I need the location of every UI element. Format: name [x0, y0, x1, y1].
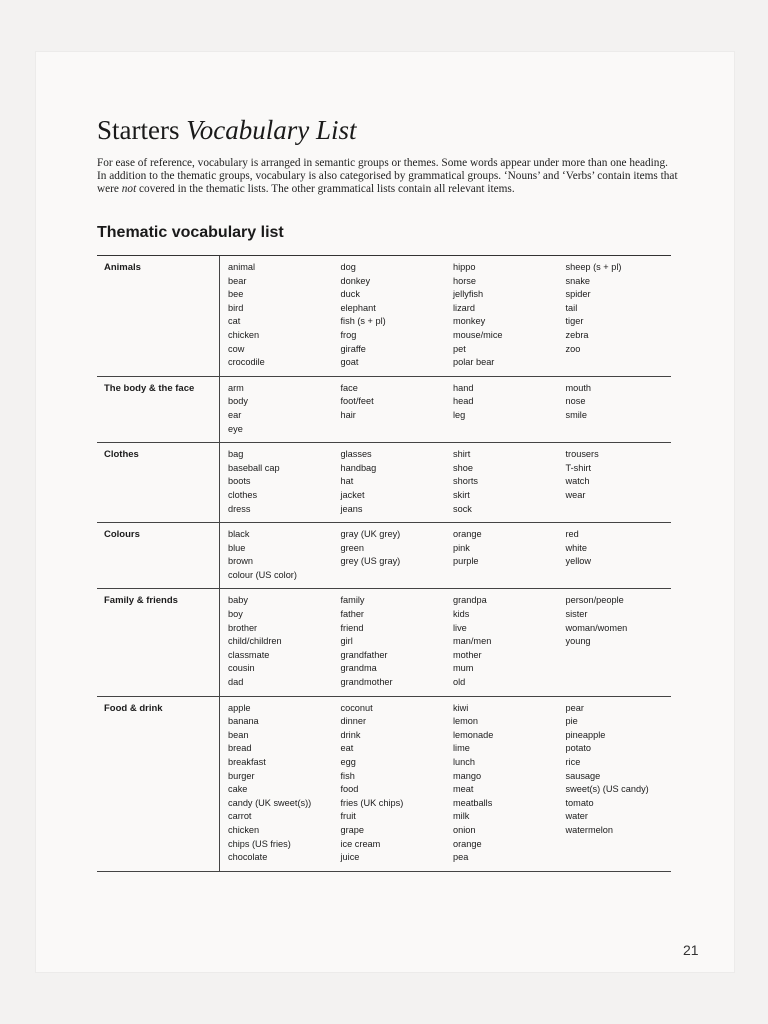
word-column [453, 382, 566, 436]
vocab-word: pink [453, 542, 470, 553]
vocabulary-table [97, 255, 671, 872]
vocab-group [97, 256, 671, 377]
section-heading: Thematic vocabulary list [97, 224, 284, 241]
vocab-word: yellow [565, 556, 592, 567]
group-label: The body & the face [97, 377, 220, 442]
vocab-word: pineapple [565, 729, 606, 740]
vocab-word: blue [228, 542, 246, 553]
intro-p2-emphasis: not [121, 183, 137, 195]
vocab-word: boots [228, 476, 251, 487]
vocab-word: grandpa [453, 595, 487, 606]
vocab-word: elephant [340, 302, 376, 313]
vocab-word: sock [453, 503, 472, 514]
vocab-word: bird [228, 302, 244, 313]
vocab-word: candy (UK sweet(s)) [228, 797, 312, 808]
vocab-word: shoe [453, 462, 473, 473]
word-column [453, 261, 566, 370]
vocab-word: kiwi [453, 702, 469, 713]
vocab-word: man/men [453, 636, 492, 647]
vocab-word: jeans [340, 503, 363, 514]
vocab-word: friend [340, 622, 364, 633]
vocab-word: foot/feet [340, 396, 374, 407]
vocab-word: apple [228, 702, 251, 713]
word-column [453, 702, 566, 865]
vocab-word: dog [340, 262, 356, 272]
group-words [220, 523, 678, 588]
vocab-word: meatballs [453, 797, 493, 808]
vocab-word: water [565, 811, 588, 822]
vocab-word: mother [453, 649, 482, 660]
vocab-word: drink [340, 729, 361, 740]
vocab-word: watch [565, 476, 590, 487]
vocab-word: cake [228, 784, 248, 795]
vocab-word: dress [228, 503, 251, 514]
vocab-word: goat [340, 357, 359, 368]
vocab-word: zebra [565, 329, 589, 340]
word-column [228, 448, 341, 516]
vocab-word: lemonade [453, 729, 494, 740]
word-column [341, 382, 454, 436]
vocab-word: brother [228, 622, 258, 633]
vocab-word: burger [228, 770, 255, 781]
vocab-word: cow [228, 343, 245, 354]
vocab-word: tail [565, 302, 578, 313]
vocab-word: frog [340, 329, 357, 340]
vocab-word: hand [453, 382, 474, 393]
vocab-word: spider [565, 289, 591, 300]
vocab-word: banana [228, 716, 259, 727]
vocab-word: pet [453, 343, 466, 354]
vocab-word: grandfather [340, 649, 388, 660]
vocab-word: ear [228, 409, 242, 420]
vocab-word: ice cream [340, 838, 381, 849]
group-words [220, 589, 678, 695]
vocab-word: arm [228, 382, 244, 393]
vocab-word: fruit [340, 811, 356, 822]
word-column [566, 382, 679, 436]
vocab-word: leg [453, 409, 466, 420]
vocab-word: sheep (s + pl) [565, 262, 622, 272]
vocab-word: pie [565, 716, 578, 727]
vocab-word: chicken [228, 824, 260, 835]
vocab-word: potato [565, 743, 592, 754]
vocab-word: chocolate [228, 852, 268, 863]
vocab-word: bean [228, 729, 249, 740]
vocab-word: grey (US gray) [340, 556, 401, 567]
vocab-word: baseball cap [228, 462, 280, 473]
vocab-word: watermelon [565, 824, 613, 835]
vocab-word: dinner [340, 716, 367, 727]
vocab-word: hair [340, 409, 356, 420]
word-column [341, 261, 454, 370]
word-column [453, 528, 566, 582]
vocab-word: dad [228, 677, 244, 688]
vocab-word: zoo [565, 343, 581, 354]
page-number: 21 [683, 942, 699, 958]
vocab-word: coconut [340, 702, 373, 713]
vocab-word: skirt [453, 489, 470, 500]
vocab-word: onion [453, 824, 476, 835]
vocab-word: cousin [228, 663, 255, 674]
vocab-word: glasses [340, 449, 372, 460]
word-column [453, 594, 566, 689]
vocab-word: bee [228, 289, 244, 300]
word-column [228, 382, 341, 436]
vocab-word: child/children [228, 636, 282, 647]
word-column [228, 528, 341, 582]
vocab-word: shirt [453, 449, 471, 460]
word-column [228, 261, 341, 370]
vocab-word: lemon [453, 716, 479, 727]
word-column [341, 702, 454, 865]
vocab-word: gray (UK grey) [340, 529, 401, 540]
vocab-word: chicken [228, 329, 260, 340]
vocab-word: egg [340, 757, 356, 767]
vocab-word: person/people [565, 595, 624, 606]
vocab-word: baby [228, 595, 248, 606]
vocab-word: colour (US color) [228, 569, 297, 580]
vocab-group [97, 697, 671, 872]
vocab-word: sausage [565, 770, 601, 781]
vocab-word: monkey [453, 316, 486, 327]
vocab-word: orange [453, 838, 482, 849]
group-label: Food & drink [97, 697, 220, 871]
vocab-word: sister [565, 609, 588, 620]
vocab-word: animal [228, 262, 256, 272]
intro-p2-end: covered in the thematic lists. The other grammatical lists contain all relevant items. [136, 183, 515, 195]
vocab-word: meat [453, 784, 474, 795]
vocab-word: breakfast [228, 757, 266, 767]
vocab-word: carrot [228, 811, 252, 822]
vocab-word: girl [340, 636, 353, 647]
intro-paragraph-1: For ease of reference, vocabulary is arranged in semantic groups or themes. Some words appear under more than one heading. [97, 157, 668, 169]
vocab-word: giraffe [340, 343, 366, 354]
vocab-word: family [340, 595, 365, 606]
intro-paragraph-2 [97, 170, 682, 196]
vocab-word: jacket [340, 489, 365, 500]
vocab-word: polar bear [453, 357, 495, 368]
group-words [220, 256, 678, 376]
vocab-word: nose [565, 396, 586, 407]
vocab-word: T-shirt [565, 462, 592, 473]
vocab-word: body [228, 396, 248, 407]
vocab-word: mum [453, 663, 474, 674]
group-label: Clothes [97, 443, 220, 522]
group-words [220, 377, 678, 442]
vocab-word: wear [565, 489, 586, 500]
vocab-word: white [565, 542, 587, 553]
group-label: Colours [97, 523, 220, 588]
vocab-word: snake [565, 275, 591, 286]
vocab-word: trousers [565, 449, 599, 460]
intro-text [97, 157, 682, 196]
vocab-word: tomato [565, 797, 594, 808]
vocab-word: head [453, 396, 474, 407]
group-label: Family & friends [97, 589, 220, 695]
vocab-word: fish [340, 770, 355, 781]
word-column [228, 702, 341, 865]
word-column [566, 448, 679, 516]
vocab-word: hat [340, 476, 354, 487]
vocab-word: donkey [340, 275, 371, 286]
vocab-word: fish (s + pl) [340, 316, 386, 327]
vocab-word: shorts [453, 476, 479, 487]
vocab-word: classmate [228, 649, 270, 660]
vocab-word: grandmother [340, 677, 393, 688]
word-column [566, 261, 679, 370]
vocab-word: red [565, 529, 579, 540]
word-column [453, 448, 566, 516]
page-title [97, 115, 357, 146]
vocab-word: lime [453, 743, 470, 754]
vocab-word: live [453, 622, 467, 633]
vocab-word: fries (UK chips) [340, 797, 404, 808]
vocab-word: green [340, 542, 364, 553]
word-column [228, 594, 341, 689]
vocab-word: juice [340, 852, 360, 863]
vocab-group [97, 523, 671, 589]
group-words [220, 697, 678, 871]
vocab-word: duck [340, 289, 360, 300]
group-words [220, 443, 678, 522]
title-plain: Starters [97, 115, 187, 145]
vocab-word: orange [453, 529, 482, 540]
vocab-word: horse [453, 275, 476, 286]
group-label: Animals [97, 256, 220, 376]
vocab-word: lizard [453, 302, 475, 313]
vocab-word: food [340, 784, 359, 795]
word-column [566, 528, 679, 582]
vocab-word: rice [565, 757, 581, 767]
vocab-word: jellyfish [453, 289, 484, 300]
vocab-word: sweet(s) (US candy) [565, 784, 649, 795]
vocab-word: face [340, 382, 358, 393]
vocab-word: crocodile [228, 357, 265, 368]
vocab-word: lunch [453, 757, 475, 767]
word-column [341, 594, 454, 689]
vocab-word: pea [453, 852, 469, 863]
vocab-word: pear [565, 702, 584, 713]
vocab-word: father [340, 609, 364, 620]
vocab-word: mango [453, 770, 482, 781]
vocab-word: clothes [228, 489, 258, 500]
vocab-word: handbag [340, 462, 377, 473]
vocab-word: grandma [340, 663, 377, 674]
vocab-word: brown [228, 556, 254, 567]
vocab-word: old [453, 677, 466, 688]
vocab-word: black [228, 529, 250, 540]
vocab-word: bear [228, 275, 247, 286]
vocab-word: grape [340, 824, 364, 835]
vocab-word: young [565, 636, 591, 647]
vocab-group [97, 589, 671, 696]
vocab-word: boy [228, 609, 243, 620]
vocab-word: bread [228, 743, 252, 754]
vocab-word: bag [228, 449, 244, 460]
vocab-word: tiger [565, 316, 584, 327]
vocab-word: chips (US fries) [228, 838, 291, 849]
vocab-word: mouth [565, 382, 592, 393]
vocab-word: cat [228, 316, 241, 327]
vocab-word: hippo [453, 262, 476, 272]
word-column [341, 448, 454, 516]
intro-p2-start: In addition to the thematic groups, vocabulary is also categorised by grammatical groups. ‘Nouns’ and ‘Verbs’ contain items that were [97, 170, 678, 195]
vocab-word: purple [453, 556, 479, 567]
word-column [566, 594, 679, 689]
vocab-group [97, 377, 671, 443]
vocab-word: milk [453, 811, 470, 822]
title-italic: Vocabulary List [186, 115, 357, 145]
vocab-word: woman/women [565, 622, 628, 633]
word-column [566, 702, 679, 865]
word-column [341, 528, 454, 582]
vocab-word: eat [340, 743, 354, 754]
vocab-word: eye [228, 423, 243, 434]
vocab-word: smile [565, 409, 587, 420]
vocab-group [97, 443, 671, 523]
vocab-word: mouse/mice [453, 329, 503, 340]
vocab-word: kids [453, 609, 470, 620]
